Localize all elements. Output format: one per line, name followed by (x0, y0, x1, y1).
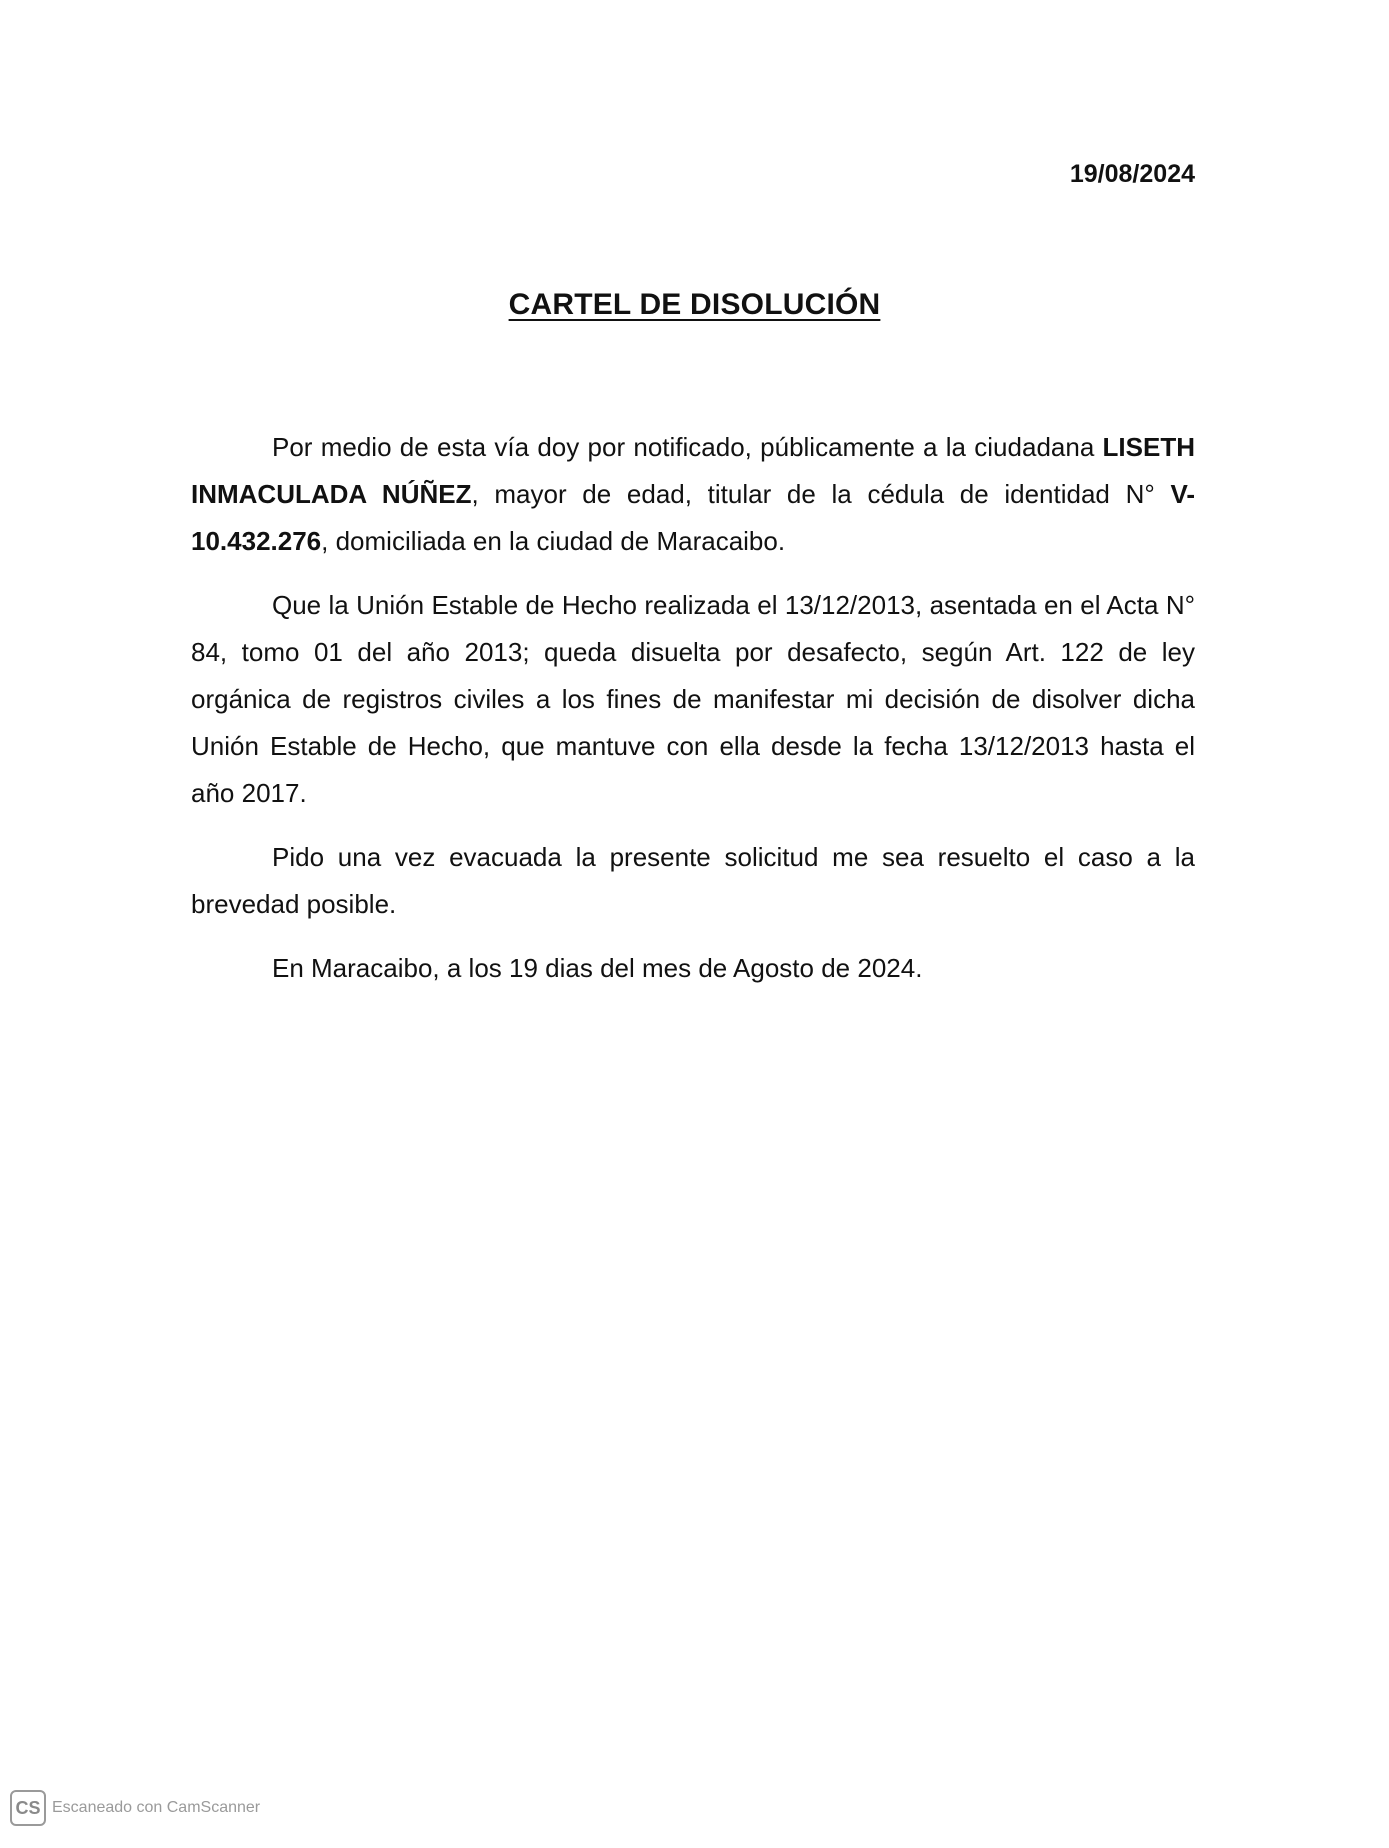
camscanner-logo-icon: CS (10, 1790, 46, 1826)
document-body (191, 424, 1195, 1009)
paragraph-notification-end: , domiciliada en la ciudad de Maracaibo. (321, 526, 786, 556)
paragraph-notification-intro: Por medio de esta vía doy por notificado, públicamente a la ciudadana (272, 432, 1103, 462)
document-title: CARTEL DE DISOLUCIÓN (508, 288, 881, 321)
paragraph-place-date: En Maracaibo, a los 19 dias del mes de Agosto de 2024. (272, 953, 923, 983)
camscanner-watermark (10, 1790, 260, 1826)
document-date: 19/08/2024 (1069, 160, 1195, 188)
paragraph-notification-mid: , mayor de edad, titular de la cédula de identidad N° (471, 479, 1171, 509)
citizen-name: LISETH INMACULADA NÚÑEZ (191, 432, 1195, 509)
paragraph-notification (191, 424, 1195, 565)
camscanner-text: Escaneado con CamScanner (52, 1799, 261, 1816)
paragraph-request: Pido una vez evacuada la presente solicitud me sea resuelto el caso a la brevedad posible. (191, 842, 1195, 919)
id-number: V-10.432.276 (191, 479, 1196, 556)
paragraph-union: Que la Unión Estable de Hecho realizada el 13/12/2013, asentada en el Acta N° 84, tomo 01 del año 2013; queda disuelta por desafecto, según Art. 122 de ley orgánica de registros civiles a los fines de manifestar mi decisión de disolver dicha Unión Estable de Hecho, que mantuve con ella desde la fecha 13/12/2013 hasta el año 2017. (191, 590, 1195, 808)
